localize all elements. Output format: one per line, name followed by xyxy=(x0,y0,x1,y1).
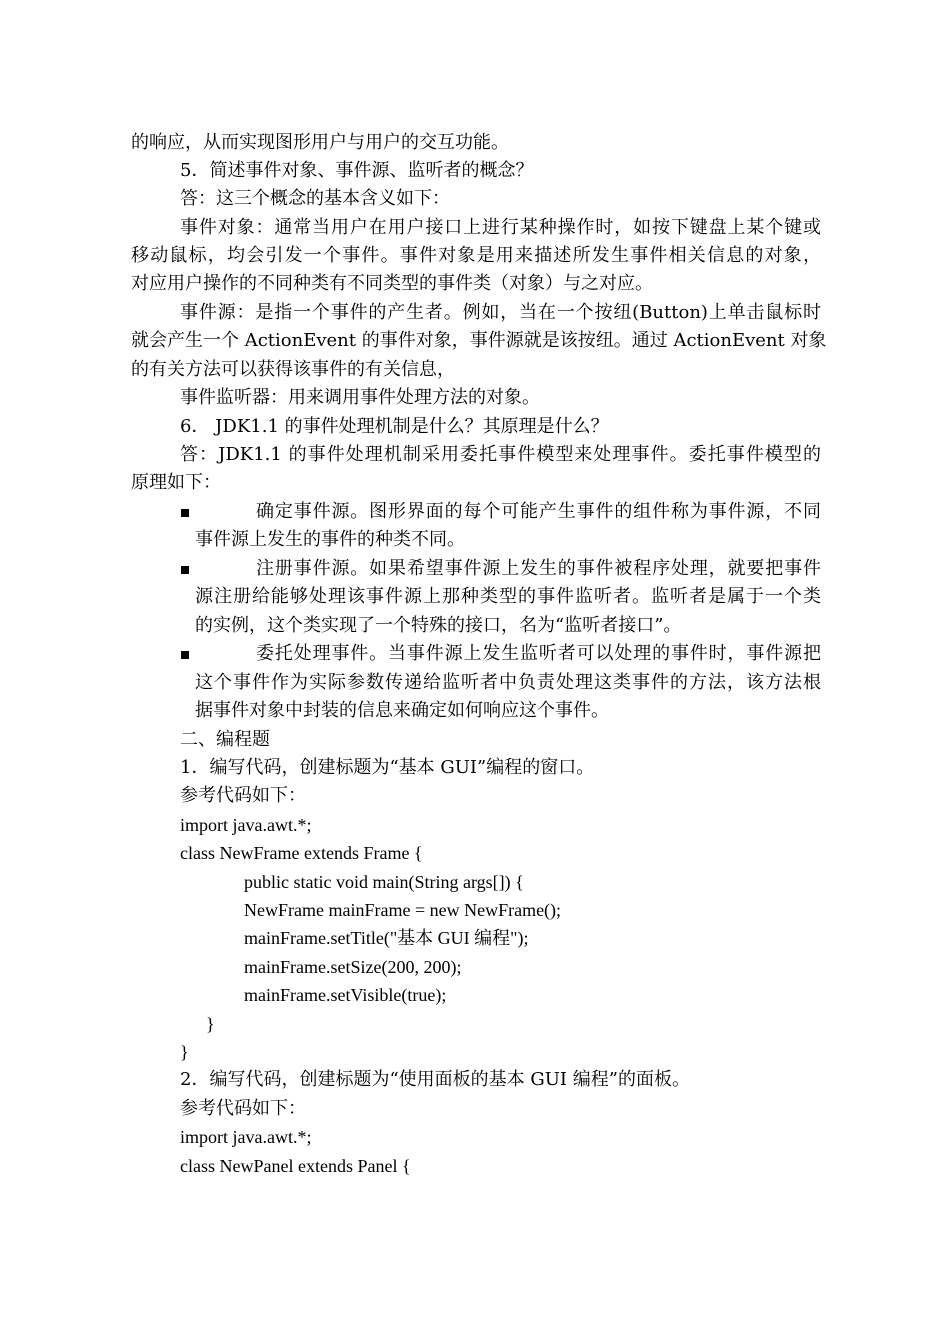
code-line: } xyxy=(206,1014,215,1034)
exercise-1: 1．编写代码，创建标题为“基本 GUI”编程的窗口。 xyxy=(180,757,595,778)
bullet-text: 事件源上发生的事件的种类不同。 xyxy=(195,529,465,550)
code-line: import java.awt.*; xyxy=(180,1127,312,1147)
text-line: 事件源：是指一个事件的产生者。例如，当在一个按纽(Button)上单击鼠标时 xyxy=(180,302,821,323)
code-line: NewFrame mainFrame = new NewFrame(); xyxy=(244,900,562,920)
code-line: import java.awt.*; xyxy=(180,815,312,835)
question-6: 6． JDK1.1 的事件处理机制是什么？其原理是什么？ xyxy=(180,416,609,437)
reference-code-label: 参考代码如下： xyxy=(180,1098,306,1119)
text-line: 移动鼠标，均会引发一个事件。事件对象是用来描述所发生事件相关信息的对象， xyxy=(131,245,821,266)
answer-line: 答：这三个概念的基本含义如下： xyxy=(180,188,450,209)
text-line: 原理如下： xyxy=(131,472,221,493)
text-line: 事件对象：通常当用户在用户接口上进行某种操作时，如按下键盘上某个键或 xyxy=(180,217,821,238)
bullet-square-icon xyxy=(181,566,189,574)
code-line: class NewFrame extends Frame { xyxy=(180,843,423,863)
bullet-text: 据事件对象中封装的信息来确定如何响应这个事件。 xyxy=(195,700,609,721)
answer-line: 答：JDK1.1 的事件处理机制采用委托事件模型来处理事件。委托事件模型的 xyxy=(180,444,821,465)
code-line: mainFrame.setVisible(true); xyxy=(244,985,447,1005)
code-line: mainFrame.setSize(200, 200); xyxy=(244,957,462,977)
text-line: 的有关方法可以获得该事件的有关信息， xyxy=(131,359,455,380)
bullet-square-icon xyxy=(181,651,189,659)
bullet-text: 委托处理事件。当事件源上发生监听者可以处理的事件时，事件源把 xyxy=(256,643,821,664)
reference-code-label: 参考代码如下： xyxy=(180,785,306,806)
code-line: public static void main(String args[]) { xyxy=(244,872,524,892)
bullet-square-icon xyxy=(181,509,189,517)
question-5: 5．简述事件对象、事件源、监听者的概念？ xyxy=(180,160,534,181)
bullet-text: 确定事件源。图形界面的每个可能产生事件的组件称为事件源，不同 xyxy=(256,501,821,522)
bullet-text: 的实例，这个类实现了一个特殊的接口，名为“监听者接口”。 xyxy=(195,615,682,636)
text-line: 就会产生一个 ActionEvent 的事件对象，事件源就是该按纽。通过 ActionEvent 对象 xyxy=(131,330,827,351)
code-line: class NewPanel extends Panel { xyxy=(180,1156,411,1176)
code-line: mainFrame.setTitle("基本 GUI 编程"); xyxy=(244,928,529,948)
bullet-text: 注册事件源。如果希望事件源上发生的事件被程序处理，就要把事件 xyxy=(256,558,821,579)
text-line: 对应用户操作的不同种类有不同类型的事件类（对象）与之对应。 xyxy=(131,273,653,294)
code-line: } xyxy=(180,1042,189,1062)
bullet-text: 这个事件作为实际参数传递给监听者中负责处理这类事件的方法，该方法根 xyxy=(195,672,821,693)
text-line: 的响应，从而实现图形用户与用户的交互功能。 xyxy=(131,132,509,153)
section-heading: 二、编程题 xyxy=(180,729,270,750)
bullet-text: 源注册给能够处理该事件源上那种类型的事件监听者。监听者是属于一个类 xyxy=(195,586,821,607)
exercise-2: 2．编写代码，创建标题为“使用面板的基本 GUI 编程”的面板。 xyxy=(180,1069,690,1090)
text-line: 事件监听器：用来调用事件处理方法的对象。 xyxy=(180,387,540,408)
